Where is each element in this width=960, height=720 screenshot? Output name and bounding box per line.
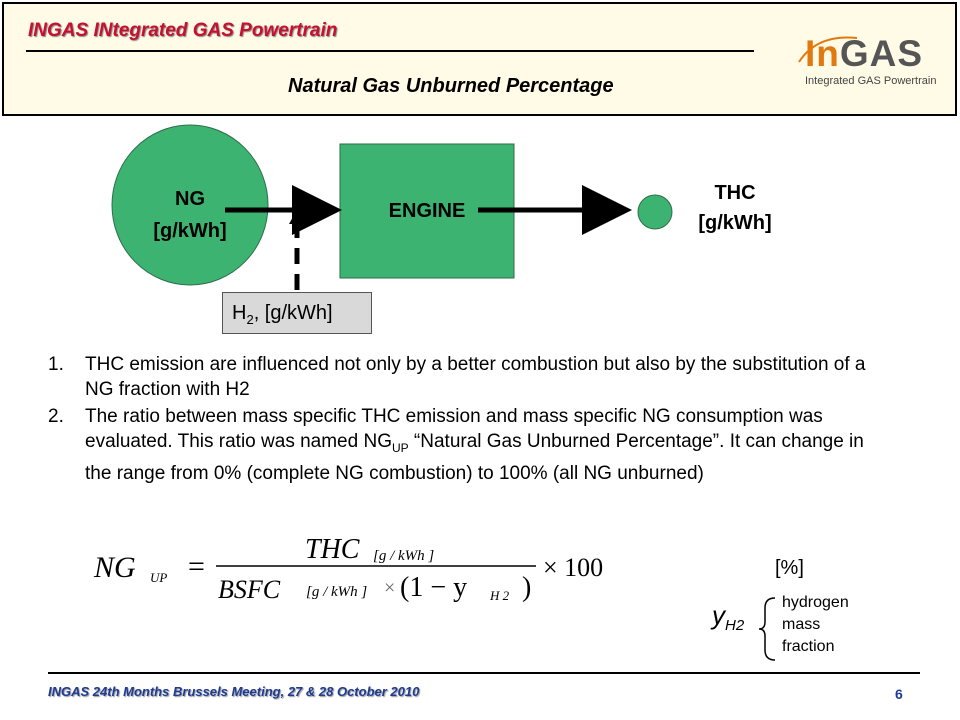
list-number: 2.: [48, 406, 64, 427]
ng-label-line1: NG: [175, 188, 205, 210]
logo-wordmark: [805, 34, 923, 74]
logo-gas: GAS: [839, 33, 924, 74]
h2-symbol: H: [232, 302, 247, 324]
explanation-list: [48, 352, 878, 488]
formula-thc: THC: [305, 534, 360, 565]
ingas-logo: [797, 32, 947, 92]
formula-paren-expr: (1 − y: [400, 572, 468, 603]
h2-input-box: [222, 292, 372, 334]
ng-label-line2: [g/kWh]: [153, 220, 227, 242]
ngup-formula: [88, 530, 648, 610]
formula-close-paren: ): [522, 572, 532, 603]
formula-times1: ×: [384, 577, 396, 599]
footer-divider: [48, 672, 920, 674]
formula-unit-den: [g / kWh ]: [306, 584, 368, 600]
footer-meeting: INGAS 24th Months Brussels Meeting, 27 & 28 October 2010: [48, 684, 420, 699]
unit-percent: [%]: [775, 557, 804, 579]
list-subscript: UP: [391, 440, 409, 455]
org-title: INGAS INtegrated GAS Powertrain: [28, 20, 338, 41]
formula-equals: =: [188, 550, 205, 583]
yh2-desc-line1: hydrogen: [782, 594, 849, 611]
yh2-sub: H2: [725, 617, 745, 635]
list-item: [48, 404, 878, 486]
formula-bsfc: BSFC: [218, 575, 281, 604]
formula-up: UP: [150, 570, 168, 585]
logo-in: In: [805, 33, 840, 74]
list-text-cont: “Natural Gas Unburned Percentage”. It can change in the range from 0% (complete NG combustion) to 100% (all NG unburned): [85, 431, 864, 484]
list-text: THC emission are influenced not only by a better combustion but also by the substitution of a NG fraction with H2: [85, 354, 866, 400]
yh2-desc-line3: fraction: [782, 638, 835, 655]
h2-subscript: 2: [246, 312, 254, 327]
formula-ng: NG: [94, 551, 136, 584]
formula-h2-sub: H 2: [490, 588, 510, 603]
header-banner: [2, 2, 957, 116]
yh2-description: [782, 592, 882, 658]
yh2-symbol: [712, 600, 744, 634]
header-divider: [26, 50, 754, 52]
h2-unit: , [g/kWh]: [253, 302, 333, 324]
yh2-y: y: [712, 600, 725, 630]
list-text: The ratio between mass specific THC emission and mass specific NG consumption was evaluated. This ratio was named NG: [85, 406, 823, 452]
yh2-desc-line2: mass: [782, 616, 821, 633]
page-number: 6: [895, 686, 903, 702]
logo-subtitle: Integrated GAS Powertrain: [805, 75, 937, 87]
thc-circle: [638, 195, 672, 229]
thc-label-line1: THC: [714, 182, 756, 204]
brace-icon: [757, 594, 779, 664]
list-number: 1.: [48, 354, 64, 375]
formula-times100: × 100: [543, 553, 604, 582]
formula-unit-num: [g / kWh ]: [373, 548, 435, 564]
thc-label-line2: [g/kWh]: [698, 212, 772, 234]
slide-title: Natural Gas Unburned Percentage: [288, 75, 614, 97]
engine-label: ENGINE: [388, 200, 466, 222]
list-item: [48, 352, 878, 402]
